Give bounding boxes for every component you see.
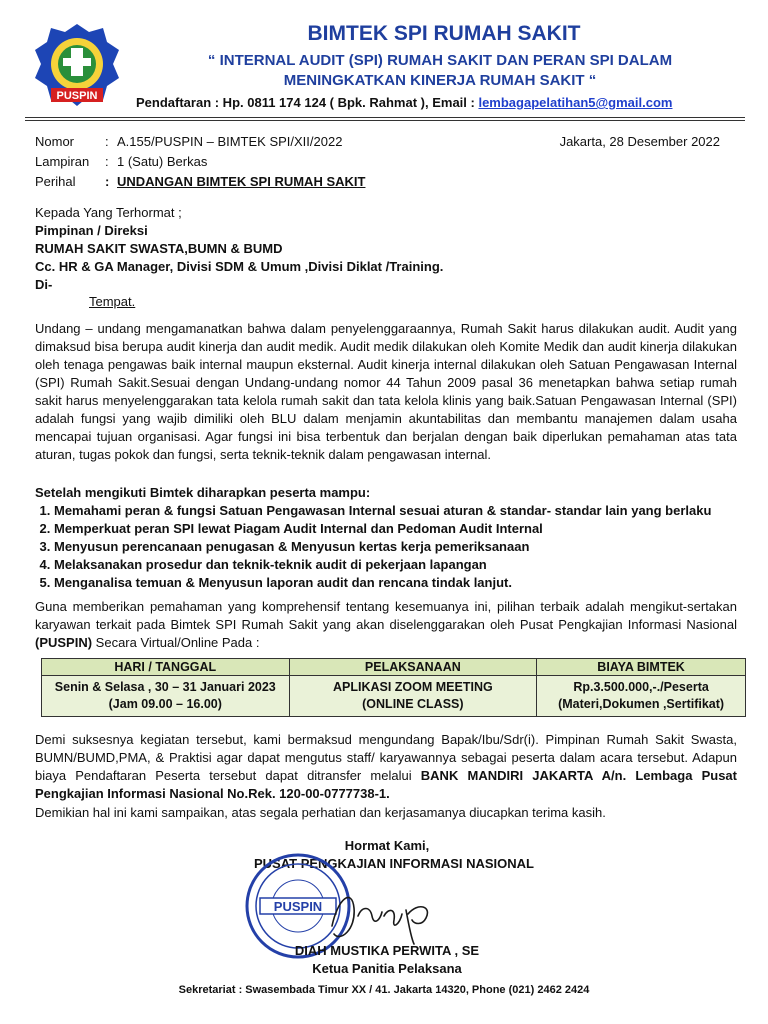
objective-item: 2. Memperkuat peran SPI lewat Piagam Audit Internal dan Pedoman Audit Internal xyxy=(54,520,768,538)
nomor-value: A.155/PUSPIN – BIMTEK SPI/XII/2022 xyxy=(117,134,343,149)
table-header-row xyxy=(42,659,746,676)
recipient-line-3: Cc. HR & GA Manager, Divisi SDM & Umum ,Divisi Diklat /Training. xyxy=(35,259,444,274)
organization-name: PUSAT PENGKAJIAN INFORMASI NASIONAL xyxy=(254,856,534,871)
email-link[interactable]: lembagapelatihan5@gmail.com xyxy=(478,95,673,110)
document-subtitle xyxy=(140,51,740,91)
date-line: Senin & Selasa , 30 – 31 Januari 2023 xyxy=(54,680,276,694)
contact-line xyxy=(136,95,672,110)
objective-item: 4. Melaksanakan prosedur dan teknik-teknik audit di pekerjaan lapangan xyxy=(54,556,768,574)
document-title: BIMTEK SPI RUMAH SAKIT xyxy=(307,22,581,45)
header-fee: BIAYA BIMTEK xyxy=(537,659,746,676)
header-date: HARI / TANGGAL xyxy=(42,659,290,676)
header-divider-thin xyxy=(25,120,745,121)
objectives-intro: Setelah mengikuti Bimtek diharapkan peserta mampu: xyxy=(35,485,371,500)
lampiran-value: 1 (Satu) Berkas xyxy=(117,154,208,169)
objectives-list xyxy=(35,502,768,592)
fee-line: Rp.3.500.000,-./Peserta xyxy=(573,680,709,694)
meta-nomor xyxy=(35,134,342,149)
signatory-name: DIAH MUSTIKA PERWITA , SE xyxy=(294,943,480,958)
subtitle-line-1: “ INTERNAL AUDIT (SPI) RUMAH SAKIT DAN PERAN SPI DALAM xyxy=(207,52,673,69)
footer-address: Sekretariat : Swasembada Timur XX / 41. Jakarta 14320, Phone (021) 2462 2424 xyxy=(178,984,590,996)
letter-date: Jakarta, 28 Desember 2022 xyxy=(559,134,720,149)
venue-mode: (ONLINE CLASS) xyxy=(362,697,464,711)
schedule-venue xyxy=(289,676,537,717)
header-venue: PELAKSANAAN xyxy=(289,659,537,676)
lampiran-label: Lampiran xyxy=(35,154,90,169)
objective-item: 5. Menganalisa temuan & Menyusun laporan audit dan rencana tindak lanjut. xyxy=(54,574,768,592)
objective-item: 3. Menyusun perencanaan penugasan & Menyusun kertas kerja pemeriksanaan xyxy=(54,538,768,556)
handwritten-signature xyxy=(322,880,452,946)
colon: : xyxy=(105,154,109,169)
recipient-line-4: Di- xyxy=(35,277,53,292)
fee-includes: (Materi,Dokumen ,Sertifikat) xyxy=(558,697,725,711)
body-paragraph-1: Undang – undang mengamanatkan bahwa dalam penyelenggaraannya, Rumah Sakit harus dilakukan audit. Audit yang dimaksud bisa berupa audit kinerja dan audit medik. Audit medik dilakukan oleh Komite Medik dan audit kinerja dilakukan oleh tenaga pengawas baik internal maupun eksternal. Audit kinerja internal dilakukan oleh Satuan Pengawasan Internal (SPI) Rumah Sakit.Sesuai dengan Undang-undang nomor 44 Tahun 2009 pasal 36 menetapkan bahwa setiap rumah sakit harus menyelenggarakan tata kelola rumah sakit dan tata kelola klinis yang baik.Satuan Pengawasan Internal (SPI) adalah fungsi yang wajib dimiliki oleh BLU dalam menjamin akuntabilitas dan membantu manajemen dalam usaha mencapai tujuan organisasi. Agar fungsi ini bisa terbentuk dan berjalan dengan baik diperlukan pemahaman atas tata aturan, tugas pokok dan fungsi, serta teknik-teknik dalam pengawasan internal. xyxy=(35,321,737,462)
colon: : xyxy=(105,174,110,189)
perihal-label: Perihal xyxy=(35,174,76,189)
recipient-line-2: RUMAH SAKIT SWASTA,BUMN & BUMD xyxy=(35,241,283,256)
meta-lampiran xyxy=(35,154,207,169)
perihal-value: UNDANGAN BIMTEK SPI RUMAH SAKIT xyxy=(117,174,366,189)
bank-details: BANK MANDIRI JAKARTA A/n. Lembaga Pusat Pengkajian Informasi Nasional No.Rek. 120-00-0777738-1. xyxy=(35,768,737,801)
venue-line: APLIKASI ZOOM MEETING xyxy=(332,680,493,694)
closing-line: Demikian hal ini kami sampaikan, atas segala perhatian dan kerjasamanya diucapkan terima kasih. xyxy=(35,805,606,820)
subtitle-line-2: MENINGKATKAN KINERJA RUMAH SAKIT “ xyxy=(283,72,597,89)
objective-item: 1. Memahami peran & fungsi Satuan Pengawasan Internal sesuai aturan & standar- standar lain yang berlaku xyxy=(54,502,768,520)
recipient-line-5: Tempat. xyxy=(89,294,136,309)
paragraph-2-end: Secara Virtual/Online Pada : xyxy=(92,635,260,650)
header-divider xyxy=(25,117,745,118)
schedule-date xyxy=(42,676,290,717)
paragraph-2-text: Guna memberikan pemahaman yang komprehensif tentang kesemuanya ini, pilihan terbaik adalah mengikut-sertakan karyawan terkait pada Bimtek SPI Rumah Sakit yang akan diselenggarakan oleh Pusat Pengkajian Informasi Nasional xyxy=(35,599,737,632)
signatory-position: Ketua Panitia Pelaksana xyxy=(312,961,462,976)
table-row xyxy=(42,676,746,717)
colon: : xyxy=(105,134,109,149)
schedule-fee xyxy=(537,676,746,717)
schedule-table xyxy=(41,658,746,717)
puspin-logo xyxy=(33,22,121,110)
logo-text: PUSPIN xyxy=(56,90,98,102)
body-paragraph-2 xyxy=(35,598,737,652)
nomor-label: Nomor xyxy=(35,134,75,149)
time-line: (Jam 09.00 – 16.00) xyxy=(108,697,222,711)
stamp-text: PUSPIN xyxy=(273,899,323,914)
regards: Hormat Kami, xyxy=(344,838,430,853)
recipient-line-1: Pimpinan / Direksi xyxy=(35,223,148,238)
greeting: Kepada Yang Terhormat ; xyxy=(35,205,182,220)
puspin-label: (PUSPIN) xyxy=(35,635,93,650)
paragraph-3-text: Demi suksesnya kegiatan tersebut, kami bermaksud mengundang Bapak/Ibu/Sdr(i). Pimpinan Rumah Sakit Swasta, BUMN/BUMD,PMA, & Praktisi agar dapat mengutus staff/ karyawannya sebagai peserta dalam acara tersebut. Adapun biaya Pendaftaran Peserta tersebut dapat ditransfer melalui xyxy=(35,732,737,783)
meta-perihal xyxy=(35,174,365,189)
contact-text: Pendaftaran : Hp. 0811 174 124 ( Bpk. Rahmat ), Email : xyxy=(136,95,479,110)
body-paragraph-3 xyxy=(35,731,737,803)
